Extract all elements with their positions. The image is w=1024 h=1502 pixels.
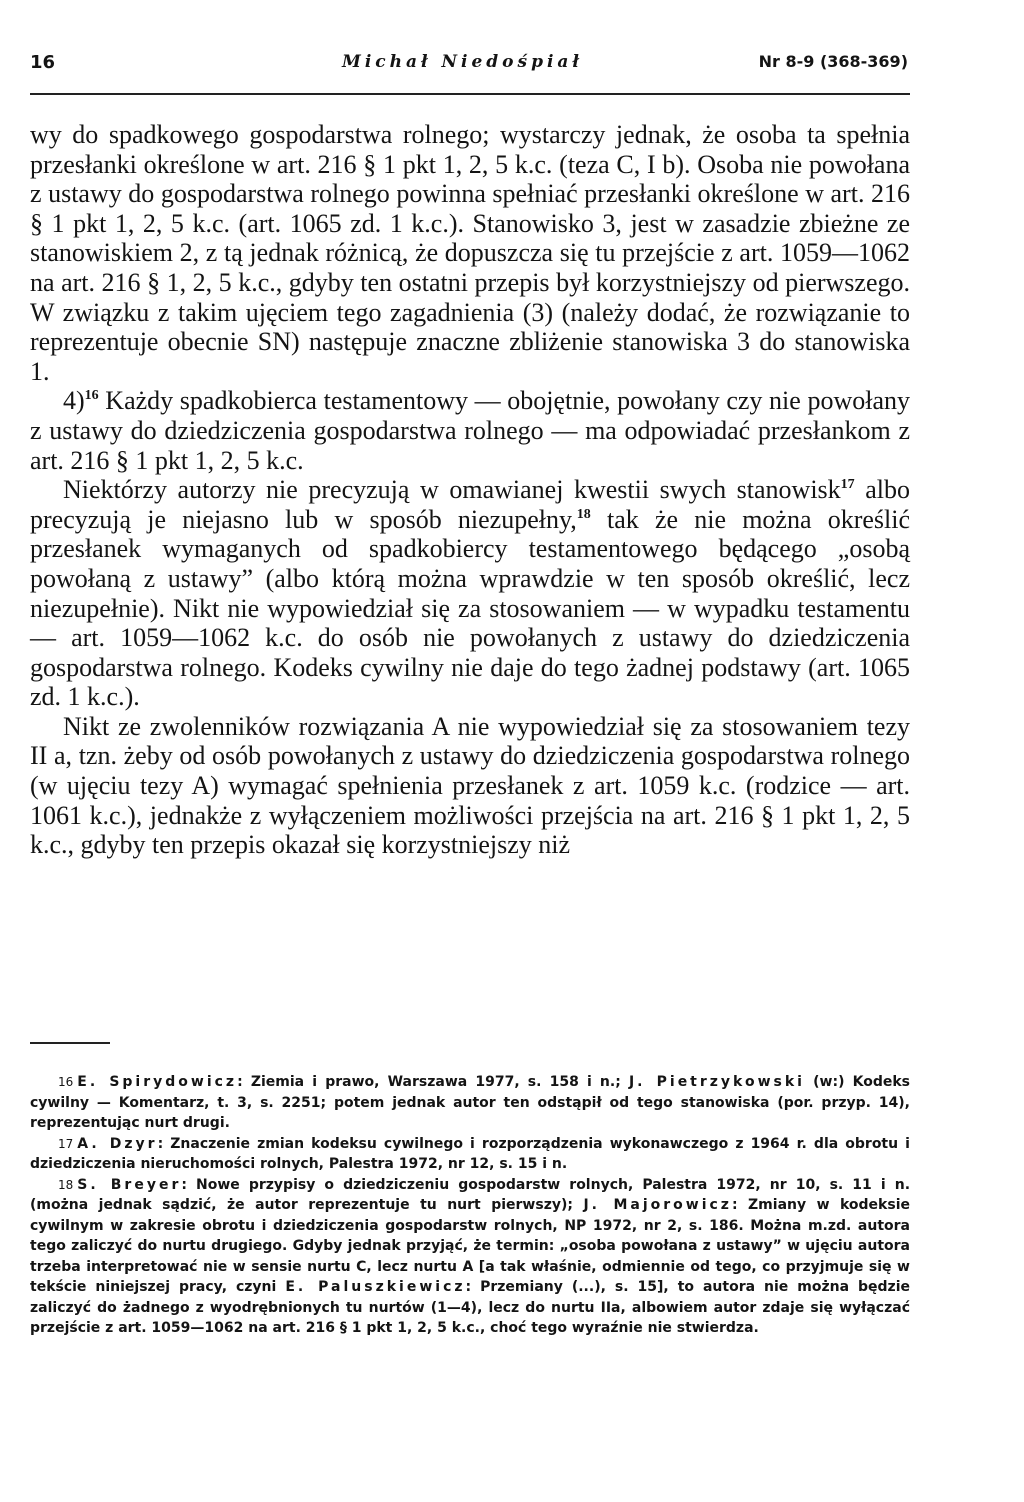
footnote-text: : Zmiany w kodeksie cywilnym w zakresie obrotu i dziedziczenia gospodarstw rolnych, NP 1972, nr 2, s. 186. Można m.zd. autora tego zaliczyć do nurtu drugiego. Gdyby jednak przyjąć, że termin: „osoba powołana z ustawy” w ujęciu autora trzeba interpretować nie w sensie nurtu C, lecz nurtu A [a tak właśnie, odmiennie od tego, co przyjmuje się w tekście niniejszej pracy, czyni [30,1197,910,1295]
footnote-author: E. Spirydowicz [77,1074,238,1090]
footnote-ref-18: 18 [576,506,591,522]
footnote-author: S. Breyer [77,1176,182,1193]
paragraph-3 [30,475,910,712]
paragraph-2-text: Każdy spadkobierca testamentowy — obojętnie, powołany czy nie powołany z ustawy do dziedziczenia gospodarstwa rolnego — ma odpowiadać przesłankom z art. 216 § 1 pkt 1, 2, 5 k.c. [30,386,910,475]
footnote-18 [30,1175,910,1339]
main-text [30,120,910,860]
footnote-17 [30,1134,910,1175]
paragraph-1: wy do spadkowego gospodarstwa rolnego; wystarczy jednak, że osoba ta spełnia przesłanki określone w art. 216 § 1 pkt 1, 2, 5 k.c. (teza C, I b). Osoba nie powołana z ustawy do gospodarstwa rolnego powinna spełniać przesłanki określone w art. 216 § 1 pkt 1, 2, 5 k.c. (art. 1065 zd. 1 k.c.). Stanowisko 3, jest w zasadzie zbieżne ze stanowiskiem 2, z tą jednak różnicą, że dopuszcza się tu przejście z art. 1059—1062 na art. 216 § 1, 2, 5 k.c., gdyby ten ostatni przepis był korzystniejszy od pierwszego. W związku z takim ujęciem tego zagadnienia (3) (należy dodać, że rozwiązanie to reprezentuje obecnie SN) następuje znaczne zbliżenie stanowiska 3 do stanowiska 1. [30,120,910,386]
footnote-number: 18 [58,1177,74,1192]
paragraph-3-text-c: tak że nie można określić przesłanek wymaganych od spadkobiercy testamentowego będącego „osobą powołaną z ustawy” (albo którą można wprawdzie w ten sposób określić, lecz niezupełnie). Nikt nie wypowiedział się za stosowaniem — w wypadku testamentu — art. 1059—1062 k.c. do osób nie powołanych z ustawy do dziedziczenia gospodarstwa rolnego. Kodeks cywilny nie daje do tego żadnej podstawy (art. 1065 zd. 1 k.c.). [30,504,910,712]
page-number: 16 [30,52,56,73]
footnote-author: J. Majorowicz [583,1197,732,1213]
running-title: Michał Niedośpiał [342,52,583,72]
footnote-rule [30,1042,110,1044]
footnote-text: : Nowe przypisy o dziedziczeniu gospodarstw rolnych, Palestra 1972, nr 10, s. 11 i n. (można jednak sądzić, że autor reprezentuje tu nurt pierwszy); [30,1176,911,1213]
footnote-text: (w:) Kodeks cywilny — Komentarz, t. 3, s. 2251; potem jednak autor ten odstąpił od tego stanowiska (por. przyp. 14), reprezentując nurt drugi. [30,1074,911,1131]
footnote-author: J. Pietrzykowski [628,1074,805,1090]
paragraph-3-text-a: Niektórzy autorzy nie precyzują w omawianej kwestii swych stanowisk [63,475,841,505]
header-rule [30,93,910,95]
footnote-16 [30,1072,910,1134]
footnotes [30,1072,910,1339]
footnote-author: E. Paluszkiewicz [285,1279,466,1295]
paragraph-4: Nikt ze zwolenników rozwiązania A nie wypowiedział się za stosowaniem tezy II a, tzn. żeby od osób powołanych z ustawy do dziedziczenia gospodarstwa rolnego (w ujęciu tezy A) wymagać spełnienia przesłanek z art. 1059 k.c. (rodzice — art. 1061 k.c.), jednakże z wyłączeniem możliwości przejścia na art. 216 § 1 pkt 1, 2, 5 k.c., gdyby ten przepis okazał się korzystniejszy niż [30,711,910,860]
paragraph-2 [30,386,910,475]
footnote-number: 17 [58,1136,74,1151]
footnote-ref-16: 16 [84,388,99,404]
page-header [30,52,910,84]
footnote-ref-17: 17 [840,477,855,493]
footnote-number: 16 [58,1075,74,1089]
issue-number: Nr 8-9 (368-369) [758,52,908,71]
footnote-author: A. Dzyr [77,1135,158,1152]
item-number: 4) [63,386,85,416]
paragraph-3-text-b: albo precyzują je niejasno lub w sposób niezupełny, [30,475,910,534]
footnote-text: : Znaczenie zmian kodeksu cywilnego i rozporządzenia wykonawczego z 1964 r. dla obrotu i dziedziczenia nieruchomości rolnych, Palestra 1972, nr 12, s. 15 i n. [30,1135,910,1172]
footnote-text: : Ziemia i prawo, Warszawa 1977, s. 158 i n.; [237,1074,629,1090]
footnote-text: : Przemiany (...), s. 15], to autora nie można będzie zaliczyć do żadnego z wyodrębnionych tu nurtów (1—4), lecz do nurtu IIa, albowiem autor zdaje się wyłączać przejście z art. 1059—1062 na art. 216 § 1 pkt 1, 2, 5 k.c., choć tego wyraźnie nie stwierdza. [30,1279,910,1336]
